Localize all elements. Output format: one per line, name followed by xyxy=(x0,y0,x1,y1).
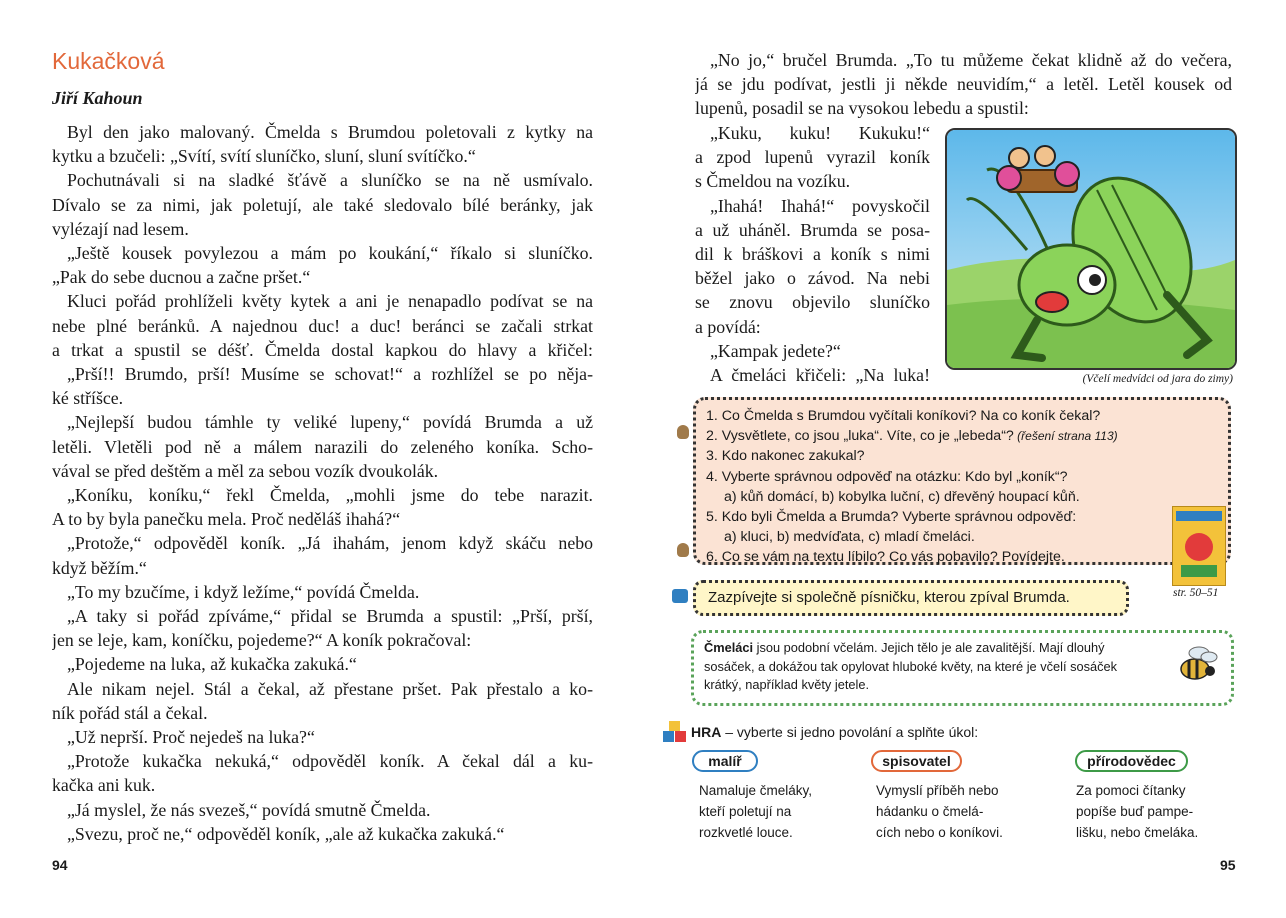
question-text: a) kůň domácí, b) kobylka luční, c) dřevěný houpací kůň. xyxy=(724,488,1080,505)
story-line: a trkat a spustil se déšť. Čmelda dostal kapkou do hlavy a křičel: xyxy=(52,339,593,360)
story-line: nebe plné beránků. A najednou duc! a duc! beránci se začali strkat xyxy=(52,315,593,336)
questions-box xyxy=(693,397,1231,565)
owl-icon xyxy=(677,543,689,557)
bumblebee-info-box xyxy=(691,630,1234,706)
story-line: „To my bzučíme, i když ležíme,“ povídá Čmelda. xyxy=(67,581,420,602)
story-line: „Já myslel, že nás svezeš,“ povídá smutně Čmelda. xyxy=(67,799,431,820)
story-line: vával se před deštěm a měl za sebou vozík dvoukolák. xyxy=(52,460,439,481)
question-line xyxy=(706,467,1218,487)
question-text: 5. Kdo byli Čmelda a Brumda? Vyberte správnou odpověď: xyxy=(706,509,1077,526)
role-painter: malíř xyxy=(692,750,758,772)
story-line: „Ihahá! Ihahá!“ povyskočil xyxy=(710,195,930,216)
story-line: Pochutnávali si na sladké šťávě a sluníčko se na ně usmívalo. xyxy=(67,170,593,191)
role-task-line: lišku, nebo čmeláka. xyxy=(1076,825,1199,840)
question-text: 1. Co Čmelda s Brumdou vyčítali koníkovi? Na co koník čekal? xyxy=(706,408,1101,424)
role-task-line: rozkvetlé louce. xyxy=(699,825,793,840)
question-line xyxy=(706,547,1218,567)
question-line xyxy=(706,426,1218,446)
puzzle-icon xyxy=(672,589,688,603)
story-line: Ale nikam nejel. Stál a čekal, až přestane pršet. Pak přestalo a ko- xyxy=(67,678,593,699)
cubes-icon xyxy=(663,721,687,743)
question-line xyxy=(706,446,1218,466)
story-title: Kukačková xyxy=(52,48,165,74)
question-text: 6. Co se vám na textu líbilo? Co vás pobavilo? Povídejte. xyxy=(706,549,1065,566)
role-task-line: popíše buď pampe- xyxy=(1076,804,1194,819)
story-line: A to by byla panečku mela. Proč neděláš ihahá?“ xyxy=(52,509,401,530)
question-line xyxy=(706,527,1218,547)
info-rest: jsou podobní včelám. Jejich tělo je ale zavalitější. Mají dlouhý xyxy=(753,640,1105,655)
role-painter-task xyxy=(699,780,849,843)
book-page-reference: str. 50–51 xyxy=(1173,587,1219,599)
story-line: dil k bráškovi a koník s nimi xyxy=(695,244,930,265)
role-writer-task xyxy=(876,780,1046,843)
role-task-line: Za pomoci čítanky xyxy=(1076,783,1186,798)
role-naturalist-task xyxy=(1076,780,1226,843)
story-line: kačka ani kuk. xyxy=(52,775,156,796)
role-task-line: kteří poletují na xyxy=(699,804,792,819)
story-line: a už uháněl. Brumda se posa- xyxy=(695,219,930,240)
question-note: (řešení strana 113) xyxy=(1013,429,1118,444)
story-author: Jiří Kahoun xyxy=(52,88,143,108)
question-text: 3. Kdo nakonec zakukal? xyxy=(706,448,865,465)
story-continuation xyxy=(695,48,1232,121)
story-line: „Už neprší. Proč nejedeš na luka?“ xyxy=(67,727,315,748)
illustration-caption: (Včelí medvídci od jara do zimy) xyxy=(1082,373,1233,385)
story-line: „Kampak jedete?“ xyxy=(710,340,841,361)
game-bold: HRA xyxy=(691,724,722,740)
story-line: s Čmeldou na vozíku. xyxy=(695,171,851,192)
story-line: „Ještě kousek povylezou a mám po koukání,“ říkalo si sluníčko. xyxy=(67,243,593,264)
story-line: letěli. Vletěli pod ně a málem narazili do zeleného koníka. Scho- xyxy=(52,436,593,457)
story-line: se znovu objevilo sluníčko xyxy=(695,292,930,313)
story-line: a povídá: xyxy=(695,316,761,337)
story-line: vylézají nad lesem. xyxy=(52,218,189,239)
question-line xyxy=(706,507,1218,527)
story-line: Byl den jako malovaný. Čmelda s Brumdou poletovali z kytky na xyxy=(67,122,593,142)
question-line xyxy=(706,487,1218,507)
story-text xyxy=(52,120,593,846)
role-task-line: hádanku o čmelá- xyxy=(876,804,984,819)
story-line: Kluci pořád prohlíželi květy kytek a ani je nenapadlo podívat se na xyxy=(67,291,593,312)
question-text: 4. Vyberte správnou odpověď na otázku: Kdo byl „koník“? xyxy=(706,468,1068,485)
story-line: „Svezu, proč ne,“ odpověděl koník, „ale až kukačka zakuká.“ xyxy=(67,823,505,844)
story-line: „Protože kukačka nekuká,“ odpověděl koník. A čekal dál a ku- xyxy=(67,751,593,772)
role-naturalist: přírodovědec xyxy=(1075,750,1188,772)
story-line: „Nejlepší budou támhle ty veliké lupeny,“ povídá Brumda a už xyxy=(67,412,593,433)
role-writer: spisovatel xyxy=(871,750,962,772)
info-line-2: sosáček, a dokážou tak opylovat hluboké květy, na které je včelí sosáček xyxy=(704,658,1118,674)
story-line: běžel jako o závod. Na nebi xyxy=(695,268,930,289)
grasshopper-illustration xyxy=(945,128,1237,370)
role-task-line: Namaluje čmeláky, xyxy=(699,783,813,798)
story-side-column xyxy=(695,121,930,387)
role-task-line: Vymyslí příběh nebo xyxy=(876,783,999,798)
question-text: a) kluci, b) medvíďata, c) mladí čmeláci. xyxy=(724,529,975,546)
story-line: „Pak do sebe ducnou a začne pršet.“ xyxy=(52,267,311,288)
info-bold: Čmeláci xyxy=(704,640,754,655)
info-line-3: krátký, například květy jetele. xyxy=(704,677,870,692)
role-task-line: cích nebo o koníkovi. xyxy=(876,825,1003,840)
story-line: ké stříšce. xyxy=(52,388,124,409)
game-rest: – vyberte si jedno povolání a splňte úkol: xyxy=(721,724,979,740)
story-line: „Kuku, kuku! Kukuku!“ xyxy=(710,123,930,143)
story-line: ník pořád stál a čekal. xyxy=(52,702,208,723)
song-task-box: Zazpívejte si společně písničku, kterou zpíval Brumda. xyxy=(693,580,1129,616)
info-line-1 xyxy=(704,640,1104,655)
story-line: „Koníku, koníku,“ řekl Čmelda, „mohli jsme do tebe narazit. xyxy=(67,485,593,506)
story-line: Dívalo se za nimi, jak poletují, ale také sledovalo bílé beránky, jak xyxy=(52,194,593,215)
story-line: „Protože,“ odpověděl koník. „Já ihahám, jenom když skáču nebo xyxy=(67,533,593,554)
right-page xyxy=(643,0,1286,918)
page-number-right: 95 xyxy=(1220,857,1236,873)
story-line: a zpod lupenů vyrazil koník xyxy=(695,147,930,168)
story-line: kytku a bzučeli: „Svítí, svítí sluníčko, sluní, sluní svítíčko.“ xyxy=(52,146,476,167)
game-heading xyxy=(691,724,978,740)
story-line: „A taky si pořád zpíváme,“ přidal se Brumda a spustil: „Prší, prší, xyxy=(67,606,593,627)
story-line: A čmeláci křičeli: „Na luka! xyxy=(710,365,930,386)
bumblebee-icon xyxy=(1175,643,1219,693)
story-line: když běžím.“ xyxy=(52,557,147,578)
story-line: já se jdu podívat, jestli ji někde neuvidím,“ a letěl. Letěl kousek od xyxy=(695,74,1232,95)
question-text: 2. Vysvětlete, co jsou „luka“. Víte, co je „lebeda“? xyxy=(706,428,1014,445)
story-line: „No jo,“ bručel Brumda. „To tu můžeme čekat klidně až do večera, xyxy=(710,50,1232,70)
story-line: „Prší!! Brumdo, prší! Musíme se schovat!“ a rozhlížel se po něja- xyxy=(67,364,593,385)
page-number-left: 94 xyxy=(52,857,68,873)
story-line: „Pojedeme na luka, až kukačka zakuká.“ xyxy=(67,654,357,675)
story-line: jen se leje, kam, koníčku, pojedeme?“ A koník pokračoval: xyxy=(52,630,472,651)
story-line: lupenů, posadil se na vysokou lebedu a spustil: xyxy=(695,98,1029,119)
reading-book-cover xyxy=(1172,506,1226,586)
owl-icon xyxy=(677,425,689,439)
question-line xyxy=(706,406,1218,426)
